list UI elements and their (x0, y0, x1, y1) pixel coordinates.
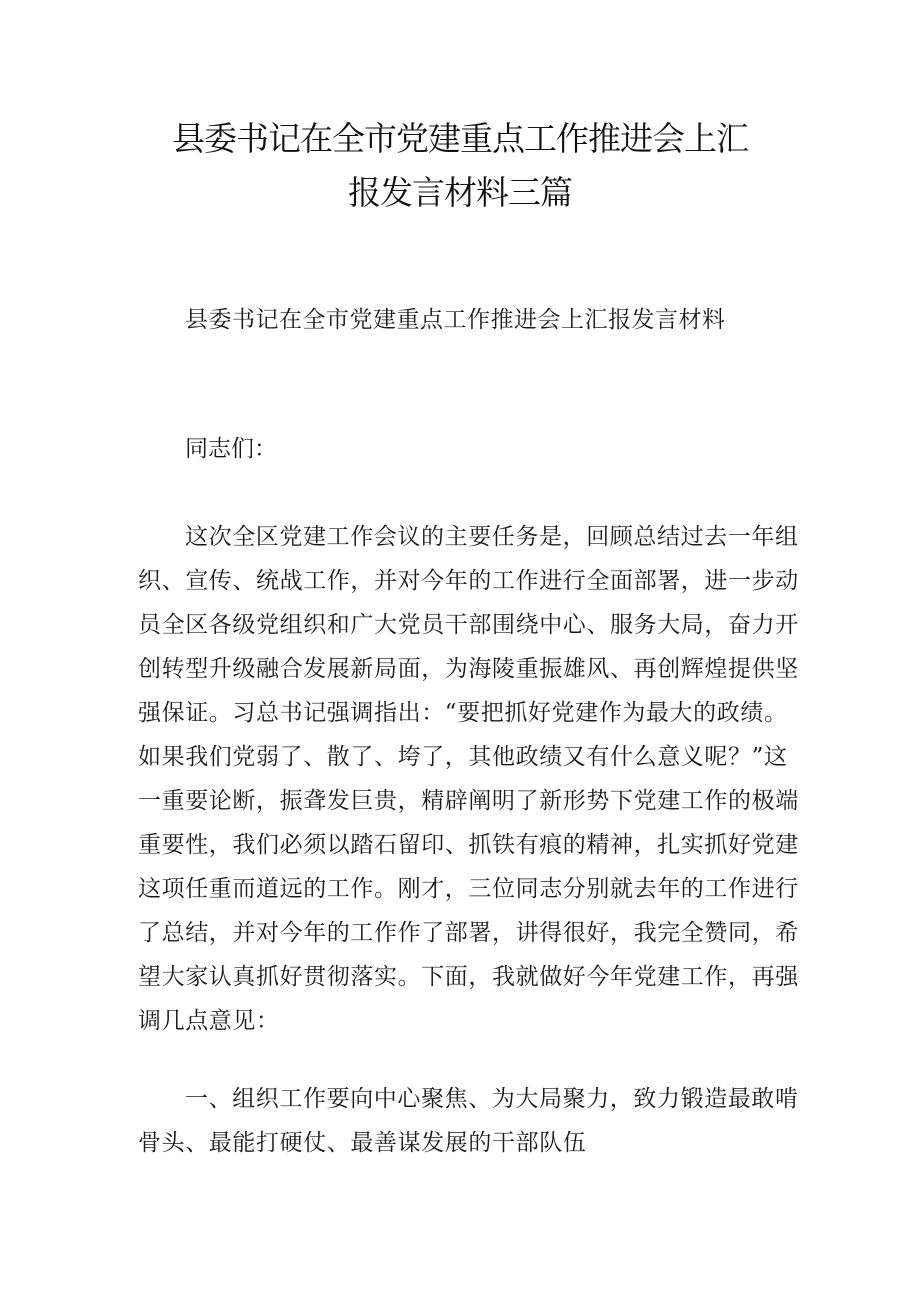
paragraph-line: 重要性，我们必须以踏石留印、抓铁有痕的精神，扎实抓好党建 (138, 832, 799, 858)
document-title (140, 112, 780, 220)
section-heading-1 (138, 1077, 799, 1165)
paragraph-line: 调几点意见： (138, 1008, 280, 1034)
heading-line: 骨头、最能打硬仗、最善谋发展的干部队伍 (138, 1130, 587, 1156)
paragraph-line: 织、宣传、统战工作，并对今年的工作进行全面部署，进一步动 (138, 568, 799, 594)
paragraph-1 (138, 515, 799, 1043)
heading-line: 一、组织工作要向中心聚焦、为大局聚力，致力锻造最敢啃 (185, 1086, 799, 1112)
paragraph-line: 员全区各级党组织和广大党员干部围绕中心、服务大局，奋力开 (138, 612, 799, 638)
paragraph-line: 如果我们党弱了、散了、垮了，其他政绩又有什么意义呢？”这 (138, 744, 788, 770)
paragraph-line: 强保证。习总书记强调指出：“要把抓好党建作为最大的政绩。 (138, 700, 788, 726)
paragraph-line: 一重要论断，振聋发巨贵，精辟阐明了新形势下党建工作的极端 (138, 788, 799, 814)
title-line-1: 县委书记在全市党建重点工作推进会上汇 (172, 119, 748, 158)
paragraph-line: 望大家认真抓好贯彻落实。下面，我就做好今年党建工作，再强 (138, 964, 799, 990)
title-line-2: 报发言材料三篇 (348, 173, 572, 212)
paragraph-line: 创转型升级融合发展新局面，为海陵重振雄风、再创辉煌提供坚 (138, 656, 799, 682)
paragraph-line: 这项任重而道远的工作。刚才，三位同志分别就去年的工作进行 (138, 876, 799, 902)
paragraph-line: 了总结，并对今年的工作作了部署，讲得很好，我完全赞同，希 (138, 920, 799, 946)
document-subtitle: 县委书记在全市党建重点工作推进会上汇报发言材料 (185, 307, 726, 333)
greeting: 同志们： (185, 436, 277, 462)
paragraph-line: 这次全区党建工作会议的主要任务是，回顾总结过去一年组 (185, 524, 799, 550)
